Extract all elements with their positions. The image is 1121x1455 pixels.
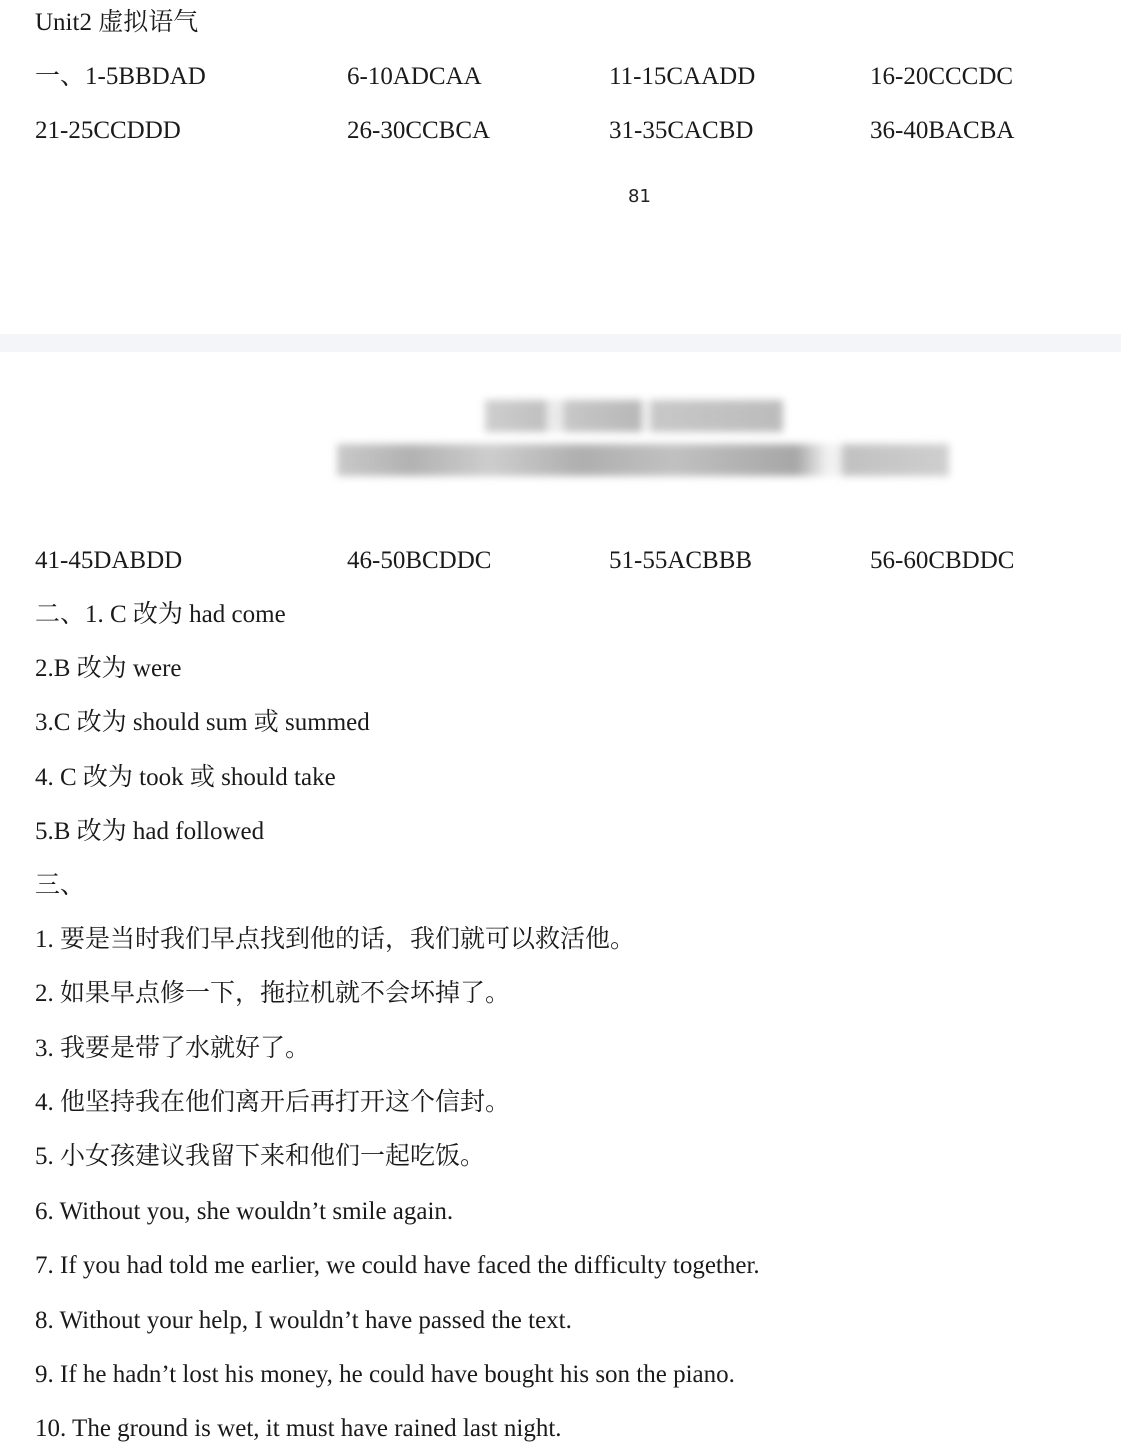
answer-range: 16-20CCCDC <box>870 63 1014 90</box>
answer-range: 31-35CACBD <box>609 117 754 144</box>
correction-item: 2.B 改为 were <box>35 655 182 682</box>
page-divider <box>0 334 1121 352</box>
translation-item: 10. The ground is wet, it must have rained last night. <box>35 1415 562 1442</box>
correction-item: 5.B 改为 had followed <box>35 818 265 845</box>
answer-range: 6-10ADCAA <box>347 63 482 90</box>
answer-range: 一、1-5BBDAD <box>35 63 206 90</box>
answer-range: 46-50BCDDC <box>347 547 492 574</box>
answer-range: 26-30CCBCA <box>347 117 491 144</box>
translation-item: 4. 他坚持我在他们离开后再打开这个信封。 <box>35 1089 511 1116</box>
page-number: 81 <box>628 186 651 207</box>
translation-item: 1. 要是当时我们早点找到他的话，我们就可以救活他。 <box>35 926 636 953</box>
blurred-header-line <box>337 444 949 476</box>
answer-range: 41-45DABDD <box>35 547 183 574</box>
answer-range: 56-60CBDDC <box>870 547 1015 574</box>
answer-range: 51-55ACBBB <box>609 547 753 574</box>
translation-item: 3. 我要是带了水就好了。 <box>35 1035 311 1062</box>
translation-item: 8. Without your help, I wouldn’t have passed the text. <box>35 1307 572 1334</box>
translation-item: 6. Without you, she wouldn’t smile again. <box>35 1198 454 1225</box>
translation-item: 9. If he hadn’t lost his money, he could have bought his son the piano. <box>35 1361 735 1388</box>
answer-range: 21-25CCDDD <box>35 117 181 144</box>
document-title: Unit2 虚拟语气 <box>35 9 199 36</box>
answer-range: 36-40BACBA <box>870 117 1015 144</box>
section-heading: 三、 <box>35 872 86 899</box>
correction-item: 4. C 改为 took 或 should take <box>35 764 336 791</box>
answer-range: 11-15CAADD <box>609 63 756 90</box>
translation-item: 7. If you had told me earlier, we could have faced the difficulty together. <box>35 1252 760 1279</box>
translation-item: 2. 如果早点修一下，拖拉机就不会坏掉了。 <box>35 980 511 1007</box>
translation-item: 5. 小女孩建议我留下来和他们一起吃饭。 <box>35 1143 486 1170</box>
blurred-header-line <box>485 400 783 432</box>
correction-item: 二、1. C 改为 had come <box>35 601 286 628</box>
correction-item: 3.C 改为 should sum 或 summed <box>35 709 370 736</box>
